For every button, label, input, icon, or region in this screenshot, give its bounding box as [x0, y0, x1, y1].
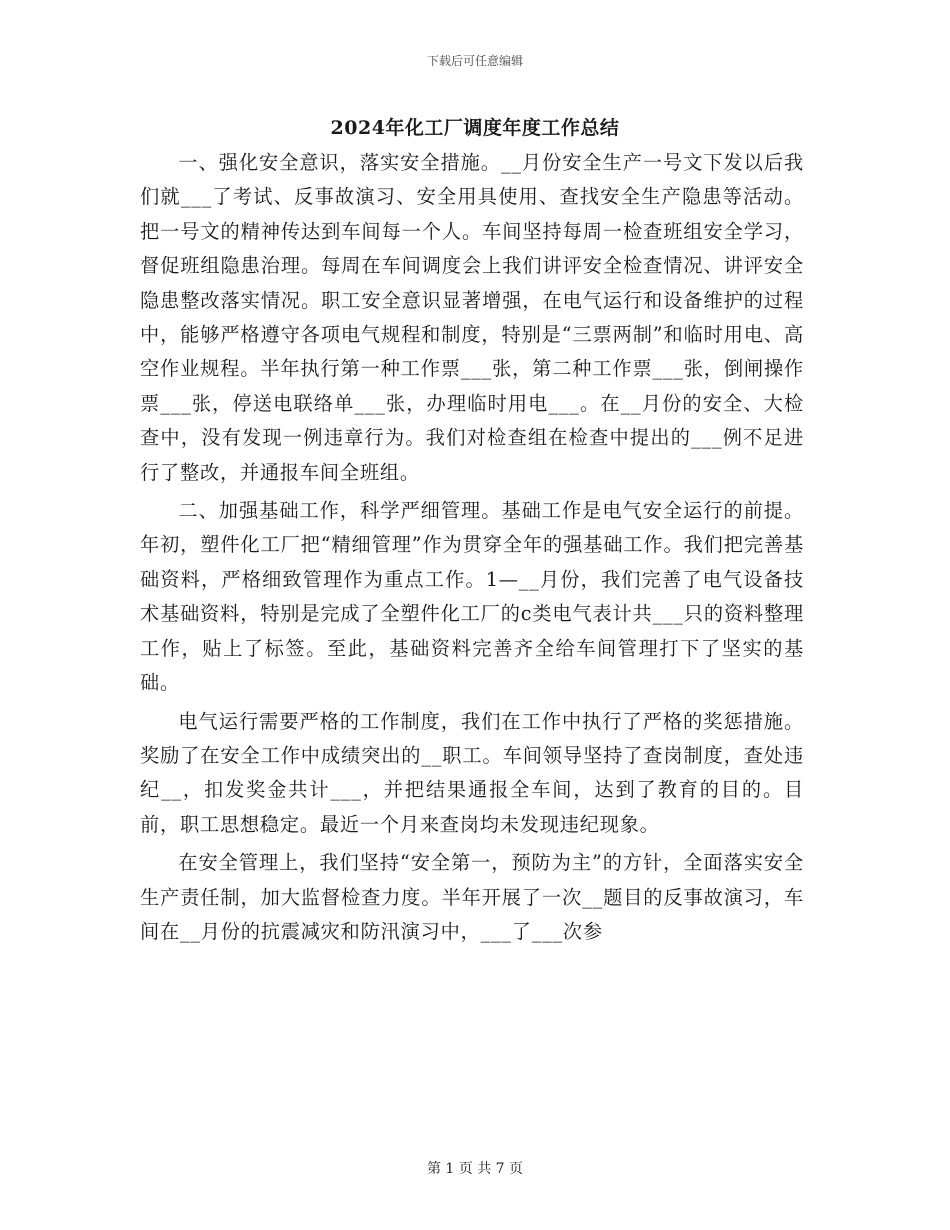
paragraph-basic-work: 二、加强基础工作，科学严细管理。基础工作是电气安全运行的前提。年初，塑件化工厂把“精细管理”作为贯穿全年的强基础工作。我们把完善基础资料，严格细致管理作为重点工作。1—__月份，我们完善了电气设备技术基础资料，特别是完成了全塑件化工厂的c类电气表计共___只的资料整理工作，贴上了标签。至此，基础资料完善齐全给车间管理打下了坚实的基础。 [140, 499, 804, 695]
document-title: 2024年化工厂调度年度工作总结 [330, 117, 620, 139]
paragraph-safety-management: 在安全管理上，我们坚持“安全第一，预防为主”的方针，全面落实安全生产责任制，加大监督检查力度。半年开展了一次__题目的反事故演习，车间在__月份的抗震减灾和防汛演习中，___了___次参 [140, 851, 804, 943]
page-header-note: 下载后可任意编辑 [426, 54, 523, 68]
document-body [140, 146, 804, 949]
paragraph-work-system: 电气运行需要严格的工作制度，我们在工作中执行了严格的奖惩措施。奖励了在安全工作中成绩突出的__职工。车间领导坚持了查岗制度，查处违纪__，扣发奖金共计___，并把结果通报全车间，达到了教育的目的。目前，职工思想稳定。最近一个月来查岗均未发现违纪现象。 [140, 709, 804, 836]
paragraph-safety-awareness: 一、强化安全意识，落实安全措施。__月份安全生产一号文下发以后我们就___了考试、反事故演习、安全用具使用、查找安全生产隐患等活动。把一号文的精神传达到车间每一个人。车间坚持每周一检查班组安全学习，督促班组隐患治理。每周在车间调度会上我们讲评安全检查情况、讲评安全隐患整改落实情况。职工安全意识显著增强，在电气运行和设备维护的过程中，能够严格遵守各项电气规程和制度，特别是“三票两制”和临时用电、高空作业规程。半年执行第一种工作票___张，第二种工作票___张，倒闸操作票___张，停送电联络单___张，办理临时用电___。在__月份的安全、大检查中，没有发现一例违章行为。我们对检查组在检查中提出的___例不足进行了整改，并通报车间全班组。 [140, 151, 804, 484]
page-number: 第 1 页 共 7 页 [426, 1161, 524, 1177]
